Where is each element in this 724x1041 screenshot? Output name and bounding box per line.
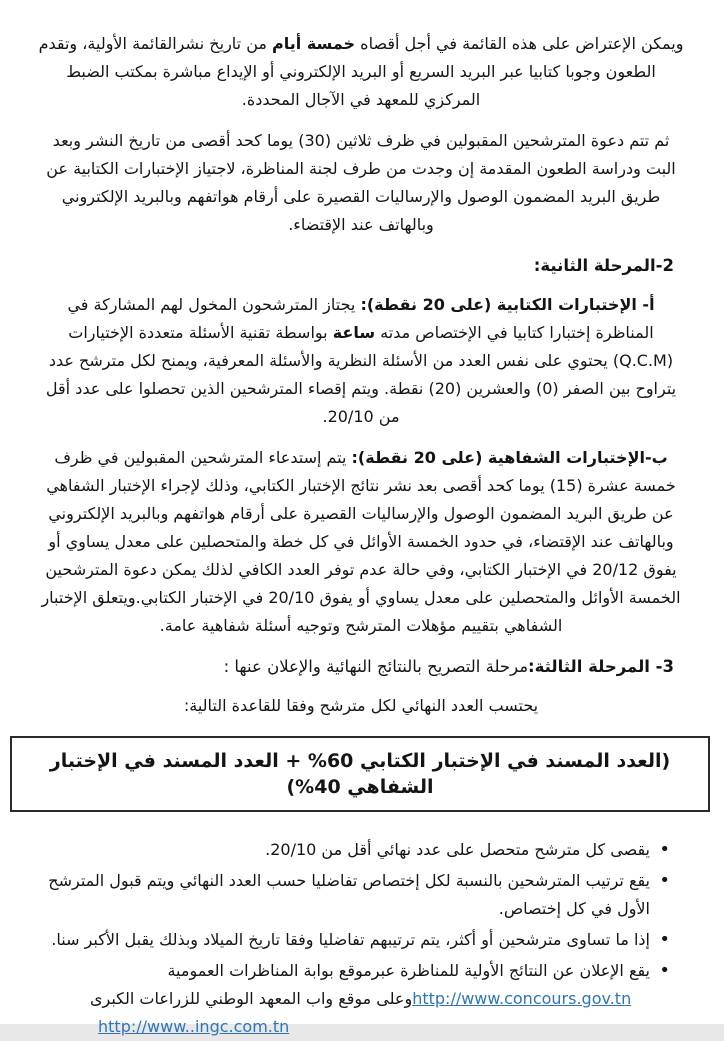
stage2-heading: 2-المرحلة الثانية: [533,256,674,275]
objection-text-pre: ويمكن الإعتراض على هذه القائمة في أجل أقصاه [355,34,684,53]
stage3-heading [38,653,674,681]
ingc-website-link[interactable]: http://www..ingc.com.tn [98,1017,290,1036]
oral-exams-lead: ب-الإختبارات الشفاهية (على 20 نقطة): [351,448,668,467]
rule-item-elimination: • يقصى كل مترشح متحصل على عدد نهائي أقل من 20/10. [38,836,672,864]
paragraph-written-exams [38,291,684,431]
rule-item-announcement [38,957,672,1041]
concours-portal-link[interactable]: http://www.concours.gov.tn [412,989,632,1008]
paragraph-invitation: ثم تتم دعوة المترشحين المقبولين في ظرف ثلاثين (30) يوما كحد أقصى من تاريخ النشر وبعد البت ودراسة الطعون المقدمة إن وجدت من طرف لجنة المناظرة، لاجتياز الإختبارات الكتابية عن طريق البريد المضمون الوصول والإرساليات القصيرة على أرقام هواتفهم وبالبريد الإلكتروني وبالهاتف عند الإقتضاء. [46,131,676,234]
objection-bold-five-days: خمسة أيام [272,34,356,53]
announcement-line3 [38,1013,650,1041]
announcement-line1: يقع الإعلان عن النتائج الأولية للمناظرة عبرموقع بوابة المناظرات العمومية [167,961,650,980]
stage3-heading-bold: 3- المرحلة الثالثة: [528,657,674,676]
final-score-intro: يحتسب العدد النهائي لكل مترشح وفقا للقاعدة التالية: [183,696,539,715]
rules-list [38,836,684,1041]
written-exams-lead: أ- الإختبارات الكتابية (على 20 نقطة): [360,295,655,314]
objection-text-post: من تاريخ نشرالقائمة الأولية، وتقدم الطعون وجوبا كتابيا عبر البريد السريع أو البريد الإلكتروني أو الإيداع مباشرة بمكتب الضبط المركزي للمعهد في الآجال المحددة. [38,34,656,109]
announcement-line2 [38,985,650,1013]
written-exams-body-1: يجتاز المترشحون المخول لهم المشاركة في المناظرة إختبارا كتابيا في الإختصاص مدته [67,295,654,342]
rule-item-ranking: • يقع ترتيب المترشحين بالنسبة لكل إختصاص تفاضليا حسب العدد النهائي ويتم قبول المترشح الأول في كل إختصاص. [38,867,672,923]
written-exams-body-2: بواسطة تقنية الأسئلة متعددة الإختيارات (Q.C.M) يحتوي على نفس العدد من الأسئلة النظرية والأسئلة المعرفية، ويمنح لكل مترشح عدد يتراوح بين الصفر (0) والعشرين (20) نقطة. ويتم إقصاء المترشحين الذين تحصلوا على عدد أقل من 20/10. [45,323,677,426]
paragraph-oral-exams [38,444,684,640]
oral-exams-body: يتم إستدعاء المترشحين المقبولين في ظرف خمسة عشرة (15) يوما كحد أقصى بعد نشر نتائج الإختبار الكتابي، وذلك لإجراء الإختبار الشفاهي عن طريق البريد المضمون الوصول والإرساليات القصيرة على أرقام هواتفهم وبالبريد الإلكتروني وبالهاتف عند الإقتضاء، في حدود الخمسة الأوائل في كل خطة والمتحصلين على معدل يساوي أو يفوق 20/12 في الإختبار الكتابي، وفي حالة عدم توفر العدد الكافي لذلك يمكن دعوة المترشحين الخمسة الأوائل والمتحصلين على معدل يساوي أو يفوق 20/10 في الإختبار الكتابي.ويتعلق الإختبار الشفاهي بتقييم مؤهلات المترشح وتوجيه أسئلة شفاهية عامة. [41,448,681,635]
stage3-heading-rest: مرحلة التصريح بالنتائج النهائية والإعلان عنها : [223,657,529,676]
rule-item-tiebreak: • إذا ما تساوى مترشحين أو أكثر، يتم ترتيبهم تفاضليا وفقا تاريخ الميلاد وبذلك يقبل الأكبر سنا. [38,926,672,954]
announcement-line2-text: وعلى موقع واب المعهد الوطني للزراعات الكبرى [90,989,413,1008]
final-score-formula-box: (العدد المسند في الإختبار الكتابي 60% + العدد المسند في الإختبار الشفاهي 40%) [10,736,710,812]
written-exams-bold-hour: ساعة [332,323,376,342]
paragraph-objection [38,30,684,114]
